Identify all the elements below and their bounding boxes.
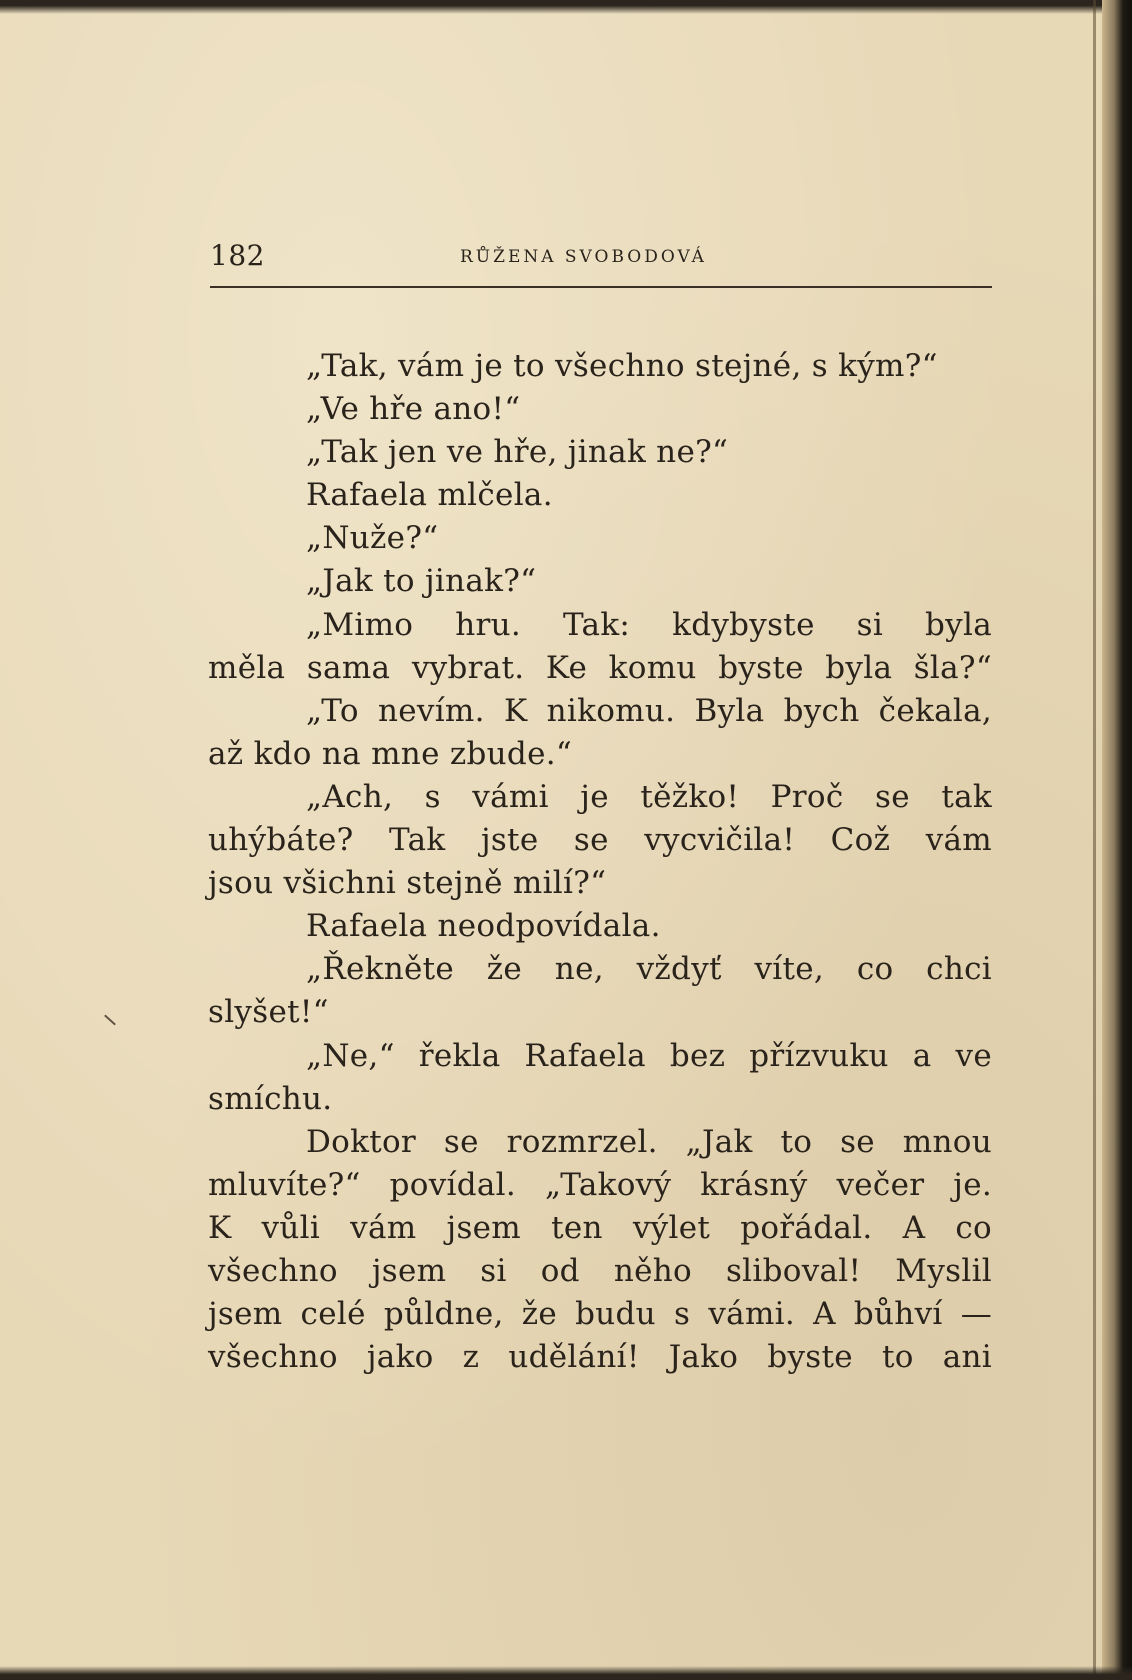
text-line: „Tak, vám je to všechno stejné, s kým?“ [306, 348, 938, 384]
text-line: „Nuže?“ [306, 520, 439, 557]
stray-ink-mark [104, 1015, 116, 1026]
text-line: Rafaela mlčela. [306, 477, 553, 514]
text-line: „Ve hře ano!“ [306, 391, 521, 428]
header-rule [210, 286, 992, 288]
page-header [210, 236, 992, 280]
text-line: „Ne,“ řekla Rafaela bez přízvuku a ve [306, 1037, 992, 1074]
text-line: všechno jsem si od něho sliboval! Myslil [208, 1252, 992, 1289]
page-number: 182 [210, 239, 265, 272]
text-line: „Řekněte že ne, vždyť víte, co chci [306, 951, 992, 988]
text-line: všechno jako z udělání! Jako byste to ani [208, 1339, 992, 1376]
text-line: měla sama vybrat. Ke komu byste byla šla?“ [208, 649, 992, 686]
body-text [208, 345, 992, 1379]
text-line: jsem celé půldne, že budu s vámi. A bůhví — [208, 1296, 992, 1333]
text-line: K vůli vám jsem ten výlet pořádal. A co [208, 1209, 992, 1246]
text-line: uhýbáte? Tak jste se vycvičila! Což vám [208, 822, 992, 859]
text-line: „To nevím. K nikomu. Byla bych čekala, [306, 692, 992, 729]
bottom-edge-shadow [0, 1666, 1132, 1680]
text-line: až kdo na mne zbude.“ [208, 735, 573, 772]
text-line: slyšet!“ [208, 994, 329, 1031]
text-line: „Jak to jinak?“ [306, 563, 537, 600]
text-line: Doktor se rozmrzel. „Jak to se mnou [306, 1123, 992, 1160]
book-spine-edge [1102, 0, 1132, 1680]
text-line: smíchu. [208, 1080, 333, 1117]
text-line: „Tak jen ve hře, jinak ne?“ [306, 434, 729, 471]
text-line: „Ach, s vámi je těžko! Proč se tak [306, 778, 992, 815]
running-head: RŮŽENA SVOBODOVÁ [460, 247, 707, 267]
text-line: Rafaela neodpovídala. [306, 908, 661, 945]
top-edge-shadow [0, 0, 1132, 14]
gutter-line [1093, 0, 1096, 1680]
text-line: „Mimo hru. Tak: kdybyste si byla [306, 606, 992, 643]
text-line: jsou všichni stejně milí?“ [208, 865, 607, 902]
text-line: mluvíte?“ povídal. „Takový krásný večer je. [208, 1166, 992, 1203]
